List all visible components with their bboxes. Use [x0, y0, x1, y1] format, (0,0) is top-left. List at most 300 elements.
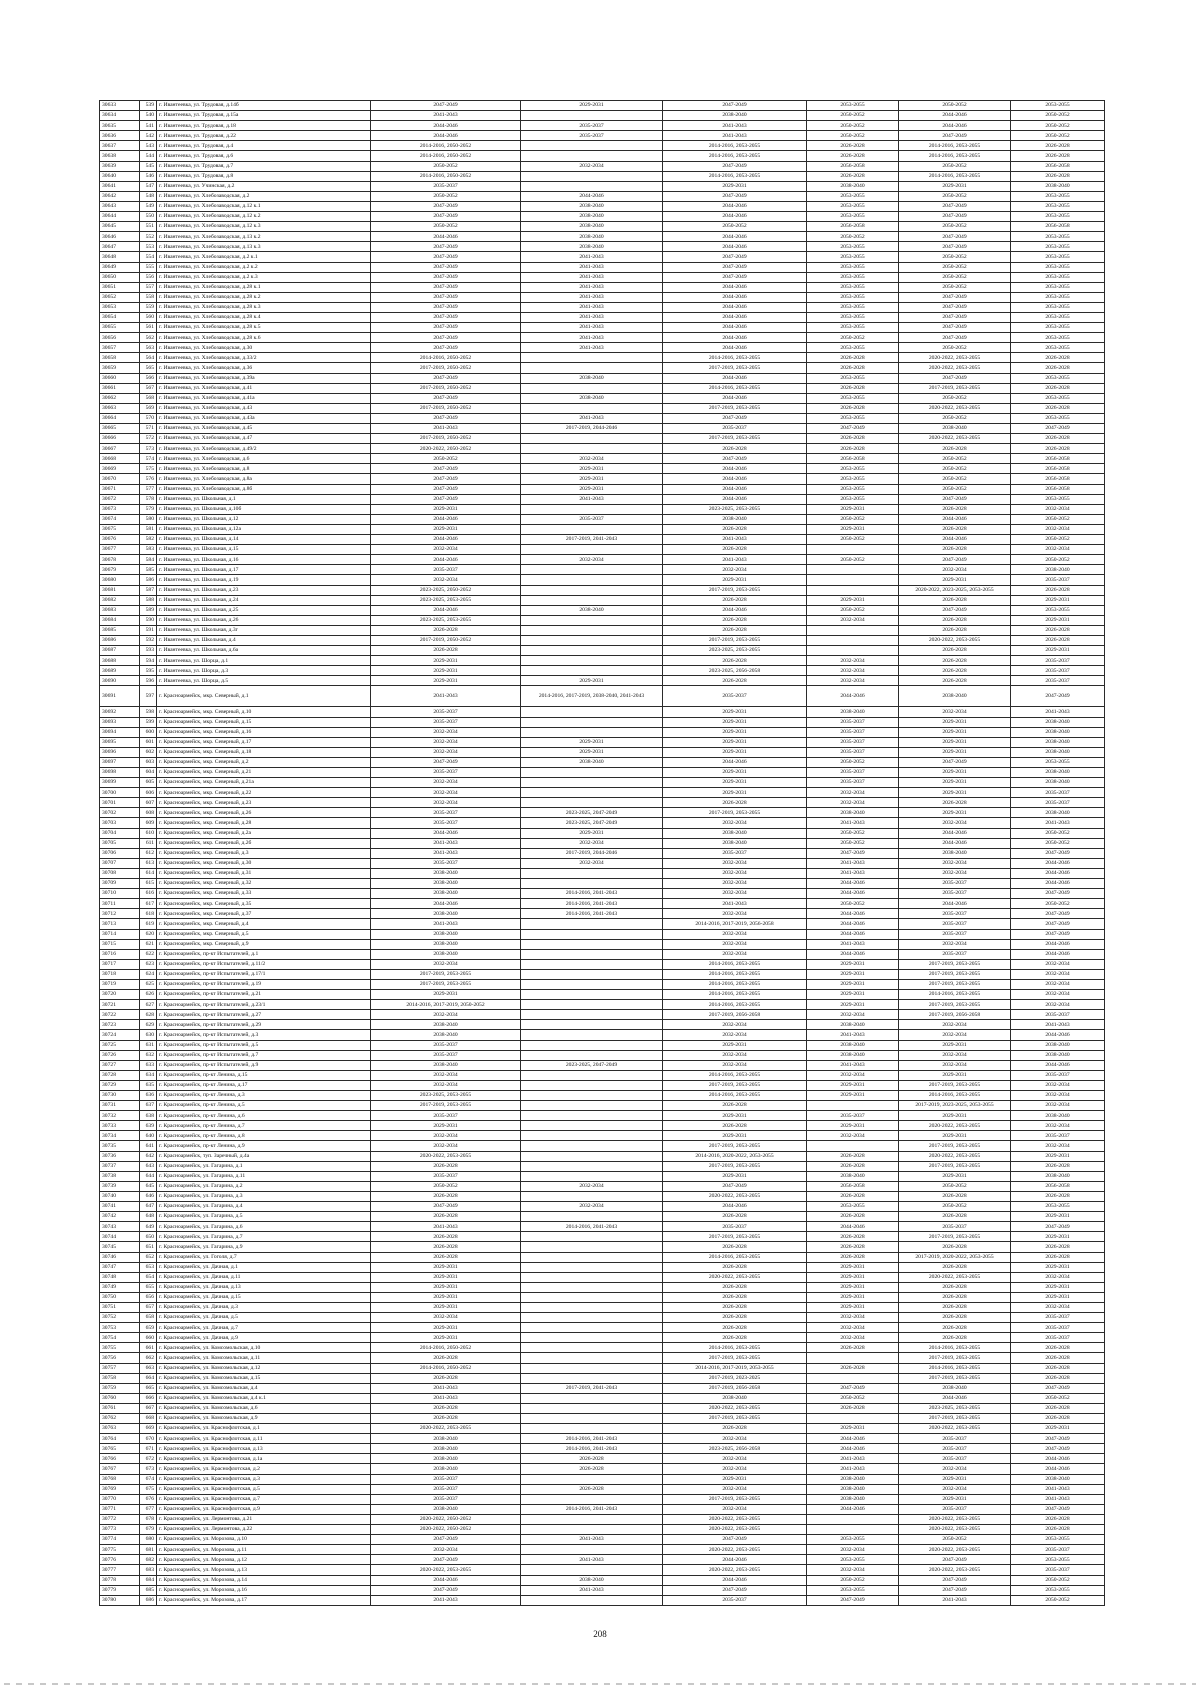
cell-period-a: 2041-2043 [371, 1393, 521, 1403]
cell-period-e: 2050-2052 [899, 222, 1011, 232]
cell-period-d: 2032-2034 [807, 1333, 899, 1343]
cell-period-d [807, 575, 899, 585]
cell-period-d: 2053-2055 [807, 1555, 899, 1565]
cell-period-b [521, 979, 663, 989]
cell-record-id: 30636 [100, 131, 140, 141]
cell-period-a: 2032-2034 [371, 1141, 521, 1151]
cell-period-d: 2026-2028 [807, 444, 899, 454]
table-row [100, 1262, 1105, 1272]
cell-period-b [521, 1212, 663, 1222]
table-row [100, 858, 1105, 868]
cell-period-e: 2032-2034 [899, 1060, 1011, 1070]
cell-period-f: 2026-2028 [1011, 151, 1105, 161]
cell-address: г. Ивантеевка, ул. Хлебозаводская, д.8а [157, 474, 371, 484]
cell-row-number: 598 [140, 707, 157, 717]
cell-period-d: 2032-2034 [807, 1323, 899, 1333]
cell-period-e: 2050-2052 [899, 1202, 1011, 1212]
cell-row-number: 606 [140, 788, 157, 798]
cell-row-number: 562 [140, 333, 157, 343]
cell-record-id: 30662 [100, 393, 140, 403]
cell-address: г. Красноармейск, ул. Дачная, д.15 [157, 1292, 371, 1302]
cell-period-c: 2017-2019, 2053-2055 [663, 1414, 807, 1424]
cell-period-e: 2050-2052 [899, 474, 1011, 484]
cell-row-number: 673 [140, 1464, 157, 1474]
cell-address: г. Красноармейск, ул. Морозова, д.16 [157, 1585, 371, 1595]
cell-period-a: 2044-2046 [371, 899, 521, 909]
cell-address: г. Красноармейск, ул. Дачная, д.5 [157, 1313, 371, 1323]
cell-row-number: 646 [140, 1191, 157, 1201]
cell-period-a: 2047-2049 [371, 292, 521, 302]
cell-period-c: 2035-2037 [663, 848, 807, 858]
cell-period-d: 2050-2052 [807, 333, 899, 343]
cell-period-b [521, 1565, 663, 1575]
cell-row-number: 610 [140, 828, 157, 838]
cell-period-c: 2041-2043 [663, 535, 807, 545]
table-row [100, 1323, 1105, 1333]
table-row [100, 161, 1105, 171]
cell-address: г. Ивантеевка, ул. Трудовая, д.15а [157, 111, 371, 121]
table-row [100, 474, 1105, 484]
table-row [100, 828, 1105, 838]
cell-period-a: 2050-2052 [371, 161, 521, 171]
cell-period-d: 2026-2028 [807, 363, 899, 373]
cell-period-c: 2014-2016, 2053-2055 [663, 171, 807, 181]
cell-record-id: 30704 [100, 828, 140, 838]
table-row [100, 635, 1105, 645]
cell-period-c: 2041-2043 [663, 899, 807, 909]
cell-address: г. Ивантеевка, ул. Хлебозаводская, д.41а [157, 393, 371, 403]
cell-record-id: 30737 [100, 1161, 140, 1171]
cell-period-e: 2026-2028 [899, 1292, 1011, 1302]
cell-period-f: 2029-2031 [1011, 646, 1105, 656]
cell-period-b [521, 1292, 663, 1302]
cell-row-number: 634 [140, 1070, 157, 1080]
cell-row-number: 623 [140, 959, 157, 969]
cell-period-f: 2035-2037 [1011, 1323, 1105, 1333]
cell-period-d: 2056-2058 [807, 222, 899, 232]
cell-period-e: 2050-2052 [899, 1181, 1011, 1191]
cell-period-d: 2038-2040 [807, 1050, 899, 1060]
cell-row-number: 552 [140, 232, 157, 242]
cell-period-b [521, 403, 663, 413]
cell-address: г. Красноармейск, ул. Краснофлотская, д.1 [157, 1424, 371, 1434]
cell-address: г. Ивантеевка, ул. Хлебозаводская, д.13 к.3 [157, 242, 371, 252]
cell-period-c: 2014-2016, 2017-2019, 2056-2058 [663, 919, 807, 929]
cell-address: г. Ивантеевка, ул. Хлебозаводская, д.12 к.3 [157, 222, 371, 232]
cell-period-a: 2047-2049 [371, 101, 521, 111]
cell-record-id: 30684 [100, 615, 140, 625]
cell-address: г. Красноармейск, туп. Заречный, д.4а [157, 1151, 371, 1161]
cell-period-c: 2026-2028 [663, 1424, 807, 1434]
cell-period-c: 2026-2028 [663, 656, 807, 666]
table-row [100, 1141, 1105, 1151]
cell-period-f: 2038-2040 [1011, 808, 1105, 818]
cell-period-d: 2053-2055 [807, 1585, 899, 1595]
table-row [100, 101, 1105, 111]
cell-address: г. Ивантеевка, ул. Школьная, д.25 [157, 605, 371, 615]
cell-row-number: 626 [140, 990, 157, 1000]
cell-period-e: 2044-2046 [899, 514, 1011, 524]
cell-period-d: 2029-2031 [807, 959, 899, 969]
cell-period-f: 2026-2028 [1011, 1525, 1105, 1535]
cell-row-number: 546 [140, 171, 157, 181]
cell-period-e: 2035-2037 [899, 929, 1011, 939]
cell-period-b: 2026-2028 [521, 1484, 663, 1494]
cell-row-number: 643 [140, 1161, 157, 1171]
cell-period-f: 2053-2055 [1011, 1585, 1105, 1595]
cell-period-f: 2029-2031 [1011, 1282, 1105, 1292]
cell-period-e: 2017-2019, 2053-2055 [899, 979, 1011, 989]
cell-period-f: 2032-2034 [1011, 969, 1105, 979]
cell-address: г. Красноармейск, пр-кт Испытателей, д.21 [157, 990, 371, 1000]
table-row [100, 494, 1105, 504]
cell-period-d: 2056-2058 [807, 1181, 899, 1191]
cell-period-d: 2053-2055 [807, 212, 899, 222]
table-row [100, 929, 1105, 939]
table-row [100, 1161, 1105, 1171]
cell-period-d: 2044-2046 [807, 919, 899, 929]
cell-period-f: 2053-2055 [1011, 232, 1105, 242]
cell-period-d: 2026-2028 [807, 171, 899, 181]
cell-period-c: 2026-2028 [663, 1101, 807, 1111]
cell-address: г. Ивантеевка, ул. Трудовая, д.22 [157, 131, 371, 141]
cell-address: г. Ивантеевка, ул. Шорца, д.5 [157, 676, 371, 686]
cell-record-id: 30677 [100, 545, 140, 555]
cell-period-b [521, 1010, 663, 1020]
cell-period-f: 2053-2055 [1011, 312, 1105, 322]
cell-period-a: 2026-2028 [371, 1232, 521, 1242]
cell-record-id: 30671 [100, 484, 140, 494]
cell-period-e: 2017-2019, 2053-2055 [899, 959, 1011, 969]
cell-period-e: 2014-2016, 2053-2055 [899, 171, 1011, 181]
cell-period-f: 2047-2049 [1011, 889, 1105, 899]
cell-period-e: 2032-2034 [899, 868, 1011, 878]
cell-record-id: 30673 [100, 504, 140, 514]
cell-period-c: 2014-2016, 2053-2055 [663, 1000, 807, 1010]
cell-period-b: 2035-2037 [521, 131, 663, 141]
cell-period-b [521, 1313, 663, 1323]
cell-period-f: 2038-2040 [1011, 181, 1105, 191]
cell-address: г. Ивантеевка, ул. Шорца, д.1 [157, 656, 371, 666]
cell-period-c: 2032-2034 [663, 1484, 807, 1494]
cell-period-f: 2032-2034 [1011, 1000, 1105, 1010]
cell-row-number: 624 [140, 969, 157, 979]
cell-period-c: 2044-2046 [663, 201, 807, 211]
cell-period-c: 2041-2043 [663, 555, 807, 565]
table-row [100, 1050, 1105, 1060]
cell-period-d: 2029-2031 [807, 1272, 899, 1282]
cell-period-f: 2029-2031 [1011, 1151, 1105, 1161]
cell-period-c: 2029-2031 [663, 1040, 807, 1050]
table-row [100, 646, 1105, 656]
cell-address: г. Ивантеевка, ул. Трудовая, д.18 [157, 121, 371, 131]
cell-period-a: 2032-2034 [371, 1010, 521, 1020]
cell-period-d: 2032-2034 [807, 1313, 899, 1323]
cell-period-b [521, 707, 663, 717]
cell-row-number: 615 [140, 879, 157, 889]
cell-record-id: 30756 [100, 1353, 140, 1363]
table-row [100, 111, 1105, 121]
cell-period-c: 2017-2019, 2053-2055 [663, 1080, 807, 1090]
cell-record-id: 30713 [100, 919, 140, 929]
table-row [100, 1091, 1105, 1101]
cell-period-f: 2026-2028 [1011, 141, 1105, 151]
cell-period-c: 2020-2022, 2053-2055 [663, 1514, 807, 1524]
cell-period-e: 2020-2022, 2053-2055 [899, 1151, 1011, 1161]
cell-period-b [521, 1070, 663, 1080]
table-row [100, 969, 1105, 979]
cell-period-a: 2029-2031 [371, 1323, 521, 1333]
cell-row-number: 651 [140, 1242, 157, 1252]
table-row [100, 1030, 1105, 1040]
cell-record-id: 30763 [100, 1424, 140, 1434]
cell-period-e: 2026-2028 [899, 595, 1011, 605]
cell-period-b: 2023-2025, 2047-2049 [521, 1060, 663, 1070]
table-row [100, 181, 1105, 191]
cell-row-number: 636 [140, 1091, 157, 1101]
cell-period-e: 2014-2016, 2053-2055 [899, 141, 1011, 151]
cell-period-b [521, 111, 663, 121]
table-row [100, 1151, 1105, 1161]
cell-period-f: 2026-2028 [1011, 625, 1105, 635]
cell-period-d: 2044-2046 [807, 889, 899, 899]
cell-period-f: 2026-2028 [1011, 635, 1105, 645]
cell-record-id: 30772 [100, 1514, 140, 1524]
cell-period-f: 2053-2055 [1011, 252, 1105, 262]
cell-period-d: 2053-2055 [807, 201, 899, 211]
cell-address: г. Красноармейск, пр-кт Испытателей, д.5 [157, 1040, 371, 1050]
table-row [100, 1585, 1105, 1595]
cell-period-c: 2035-2037 [663, 1595, 807, 1605]
cell-period-d: 2053-2055 [807, 312, 899, 322]
cell-period-a: 2047-2049 [371, 212, 521, 222]
cell-period-e: 2032-2034 [899, 1030, 1011, 1040]
cell-period-d: 2029-2031 [807, 1292, 899, 1302]
cell-period-c: 2020-2022, 2053-2055 [663, 1403, 807, 1413]
cell-period-c: 2017-2019, 2053-2055 [663, 403, 807, 413]
schedule-table [99, 100, 1105, 1606]
table-row [100, 1444, 1105, 1454]
cell-period-f: 2047-2049 [1011, 1434, 1105, 1444]
cell-period-a: 2032-2034 [371, 727, 521, 737]
cell-record-id: 30705 [100, 838, 140, 848]
cell-period-f: 2032-2034 [1011, 959, 1105, 969]
cell-address: г. Красноармейск, ул. Гагарина, д.1 [157, 1161, 371, 1171]
cell-period-a: 2014-2016, 2017-2019, 2050-2052 [371, 1000, 521, 1010]
cell-address: г. Ивантеевка, ул. Хлебозаводская, д.8б [157, 484, 371, 494]
table-row [100, 151, 1105, 161]
cell-record-id: 30655 [100, 323, 140, 333]
cell-period-d: 2032-2034 [807, 666, 899, 676]
table-row [100, 798, 1105, 808]
table-row [100, 1020, 1105, 1030]
cell-period-b [521, 656, 663, 666]
cell-period-b [521, 1232, 663, 1242]
cell-period-f: 2026-2028 [1011, 353, 1105, 363]
cell-record-id: 30735 [100, 1141, 140, 1151]
cell-period-f: 2047-2049 [1011, 1444, 1105, 1454]
cell-period-f: 2053-2055 [1011, 191, 1105, 201]
cell-address: г. Красноармейск, ул. Краснофлотская, д.7 [157, 1494, 371, 1504]
cell-address: г. Красноармейск, ул. Комсомольская, д.4 [157, 1383, 371, 1393]
cell-period-e: 2029-2031 [899, 1131, 1011, 1141]
page-number: 208 [593, 1629, 607, 1639]
table-row [100, 1575, 1105, 1585]
cell-record-id: 30716 [100, 949, 140, 959]
cell-period-d [807, 1414, 899, 1424]
cell-address: г. Красноармейск, ул. Морозова, д.12 [157, 1555, 371, 1565]
cell-record-id: 30734 [100, 1131, 140, 1141]
cell-period-d: 2032-2034 [807, 788, 899, 798]
cell-period-f: 2029-2031 [1011, 1262, 1105, 1272]
cell-period-d: 2041-2043 [807, 939, 899, 949]
cell-period-a: 2032-2034 [371, 575, 521, 585]
cell-period-f: 2026-2028 [1011, 383, 1105, 393]
cell-period-a: 2014-2016, 2050-2052 [371, 151, 521, 161]
cell-period-d: 2044-2046 [807, 1222, 899, 1232]
cell-period-f: 2050-2052 [1011, 1393, 1105, 1403]
table-row [100, 272, 1105, 282]
cell-period-f: 2053-2055 [1011, 373, 1105, 383]
cell-period-a: 2029-2031 [371, 504, 521, 514]
cell-row-number: 579 [140, 504, 157, 514]
cell-row-number: 590 [140, 615, 157, 625]
cell-period-b: 2023-2025, 2047-2049 [521, 808, 663, 818]
cell-record-id: 30754 [100, 1333, 140, 1343]
cell-row-number: 578 [140, 494, 157, 504]
cell-period-d: 2038-2040 [807, 1494, 899, 1504]
cell-row-number: 671 [140, 1444, 157, 1454]
cell-period-d: 2032-2034 [807, 1070, 899, 1080]
cell-row-number: 647 [140, 1202, 157, 1212]
cell-period-d: 2053-2055 [807, 474, 899, 484]
cell-period-e: 2050-2052 [899, 484, 1011, 494]
cell-period-c: 2020-2022, 2053-2055 [663, 1545, 807, 1555]
cell-period-b [521, 1141, 663, 1151]
cell-row-number: 676 [140, 1494, 157, 1504]
cell-period-e: 2029-2031 [899, 778, 1011, 788]
table-row [100, 1474, 1105, 1484]
cell-record-id: 30663 [100, 403, 140, 413]
cell-address: г. Красноармейск, ул. Краснофлотская, д.5 [157, 1484, 371, 1494]
cell-record-id: 30749 [100, 1282, 140, 1292]
cell-period-a: 2029-2031 [371, 676, 521, 686]
cell-period-c: 2032-2034 [663, 1050, 807, 1060]
cell-period-e: 2020-2022, 2053-2055 [899, 1545, 1011, 1555]
cell-row-number: 609 [140, 818, 157, 828]
cell-row-number: 632 [140, 1050, 157, 1060]
cell-record-id: 30633 [100, 101, 140, 111]
cell-address: г. Ивантеевка, ул. Хлебозаводская, д.41 [157, 383, 371, 393]
cell-row-number: 614 [140, 868, 157, 878]
cell-period-f: 2056-2058 [1011, 161, 1105, 171]
cell-record-id: 30731 [100, 1101, 140, 1111]
cell-period-d: 2047-2049 [807, 1595, 899, 1605]
cell-period-e: 2020-2022, 2053-2055 [899, 353, 1011, 363]
cell-row-number: 593 [140, 646, 157, 656]
cell-period-d: 2029-2031 [807, 1302, 899, 1312]
cell-period-e: 2029-2031 [899, 747, 1011, 757]
cell-record-id: 30693 [100, 717, 140, 727]
cell-row-number: 558 [140, 292, 157, 302]
cell-address: г. Ивантеевка, ул. Хлебозаводская, д.28 к.3 [157, 302, 371, 312]
cell-period-b: 2032-2034 [521, 858, 663, 868]
cell-row-number: 639 [140, 1121, 157, 1131]
cell-record-id: 30743 [100, 1222, 140, 1232]
cell-period-f: 2029-2031 [1011, 1292, 1105, 1302]
cell-period-e: 2023-2025, 2053-2055 [899, 1403, 1011, 1413]
cell-period-c: 2047-2049 [663, 262, 807, 272]
cell-period-c: 2029-2031 [663, 1111, 807, 1121]
table-row [100, 555, 1105, 565]
cell-period-f: 2050-2052 [1011, 1595, 1105, 1605]
cell-period-c: 2017-2019, 2053-2055 [663, 1353, 807, 1363]
table-row [100, 1424, 1105, 1434]
cell-address: г. Ивантеевка, ул. Хлебозаводская, д.39а [157, 373, 371, 383]
table-row [100, 1393, 1105, 1403]
cell-address: г. Красноармейск, пр-кт Ленина, д.6 [157, 1111, 371, 1121]
cell-period-e: 2029-2031 [899, 1040, 1011, 1050]
cell-record-id: 30659 [100, 363, 140, 373]
cell-period-a: 2041-2043 [371, 111, 521, 121]
cell-record-id: 30738 [100, 1171, 140, 1181]
cell-row-number: 591 [140, 625, 157, 635]
cell-period-f: 2026-2028 [1011, 363, 1105, 373]
table-row [100, 1000, 1105, 1010]
cell-period-b [521, 1343, 663, 1353]
cell-period-e: 2032-2034 [899, 858, 1011, 868]
cell-period-a: 2029-2031 [371, 1302, 521, 1312]
cell-period-b [521, 1373, 663, 1383]
cell-record-id: 30645 [100, 222, 140, 232]
cell-period-e: 2017-2019, 2053-2055 [899, 383, 1011, 393]
cell-period-a: 2020-2022, 2053-2055 [371, 1565, 521, 1575]
cell-period-b [521, 1302, 663, 1312]
cell-period-f: 2032-2034 [1011, 1080, 1105, 1090]
cell-address: г. Ивантеевка, ул. Хлебозаводская, д.28 к.4 [157, 312, 371, 322]
cell-period-d: 2047-2049 [807, 1383, 899, 1393]
cell-period-e: 2026-2028 [899, 666, 1011, 676]
cell-period-a: 2029-2031 [371, 666, 521, 676]
cell-period-a: 2032-2034 [371, 737, 521, 747]
cell-record-id: 30670 [100, 474, 140, 484]
cell-period-a: 2023-2025, 2053-2055 [371, 615, 521, 625]
cell-period-d: 2053-2055 [807, 393, 899, 403]
cell-period-a: 2020-2022, 2053-2055 [371, 1151, 521, 1161]
cell-address: г. Ивантеевка, ул. Хлебозаводская, д.6 [157, 454, 371, 464]
cell-period-b [521, 1403, 663, 1413]
cell-period-e: 2047-2049 [899, 131, 1011, 141]
cell-record-id: 30717 [100, 959, 140, 969]
cell-row-number: 654 [140, 1272, 157, 1282]
cell-row-number: 543 [140, 141, 157, 151]
cell-period-a: 2044-2046 [371, 514, 521, 524]
cell-row-number: 674 [140, 1474, 157, 1484]
cell-period-a: 2038-2040 [371, 1454, 521, 1464]
cell-address: г. Красноармейск, мкр. Северный, д.26 [157, 808, 371, 818]
cell-period-e: 2020-2022, 2053-2055 [899, 1272, 1011, 1282]
cell-period-d: 2029-2031 [807, 1080, 899, 1090]
cell-period-c: 2029-2031 [663, 1131, 807, 1141]
cell-period-d: 2044-2046 [807, 949, 899, 959]
cell-row-number: 655 [140, 1282, 157, 1292]
table-row [100, 1121, 1105, 1131]
table-row [100, 1010, 1105, 1020]
cell-period-b: 2014-2016, 2017-2019, 2038-2040, 2041-2043 [521, 686, 663, 707]
cell-period-d [807, 565, 899, 575]
cell-period-c: 2026-2028 [663, 545, 807, 555]
table-row [100, 333, 1105, 343]
